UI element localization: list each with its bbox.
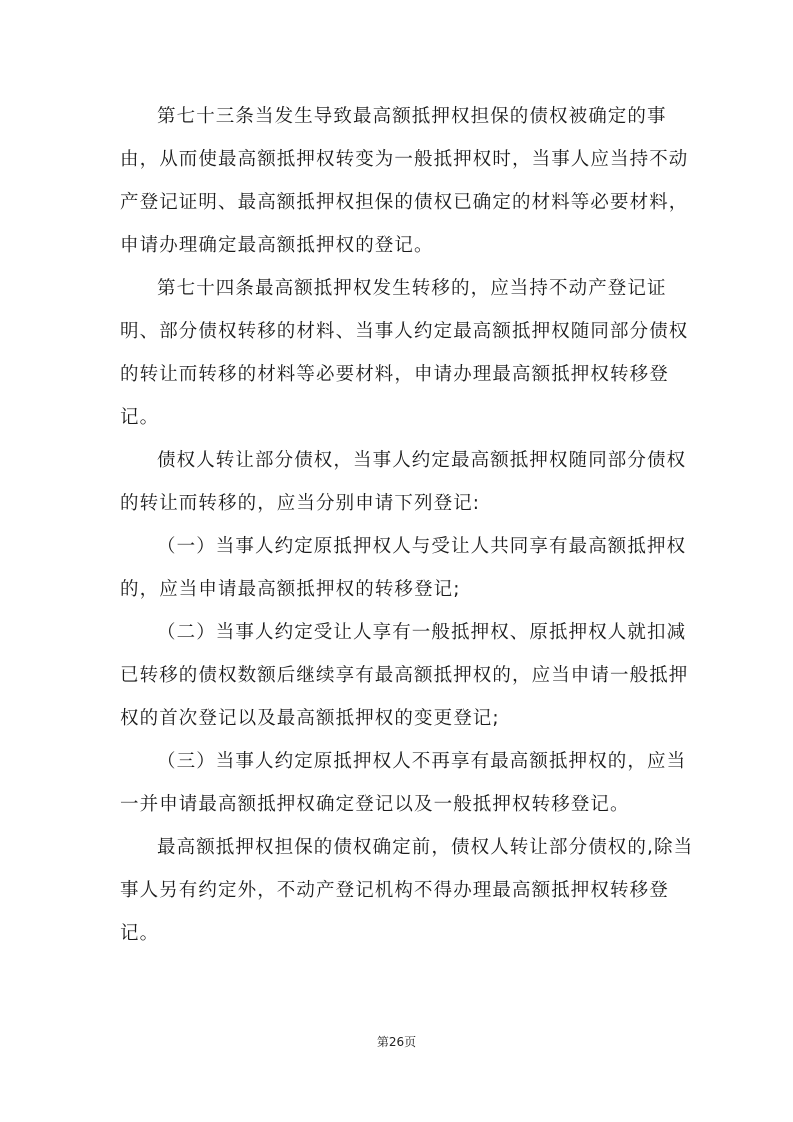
text-line: 第七十四条最高额抵押权发生转移的，应当持不动产登记证 bbox=[157, 278, 667, 299]
text-line: 权的首次登记以及最高额抵押权的变更登记; bbox=[120, 708, 500, 729]
page-number: 第26页 bbox=[376, 1035, 417, 1049]
text-line: 记。 bbox=[120, 407, 160, 428]
text-line: （一）当事人约定原抵押权人与受让人共同享有最高额抵押权 bbox=[157, 536, 687, 557]
text-line: 债权人转让部分债权，当事人约定最高额抵押权随同部分债权 bbox=[157, 450, 687, 471]
text-line: 记。 bbox=[120, 923, 160, 944]
text-line: 一并申请最高额抵押权确定登记以及一般抵押权转移登记。 bbox=[120, 794, 630, 815]
text-line: 申请办理确定最高额抵押权的登记。 bbox=[120, 235, 434, 256]
text-line: 的，应当申请最高额抵押权的转移登记; bbox=[120, 579, 461, 600]
text-line: 事人另有约定外，不动产登记机构不得办理最高额抵押权转移登 bbox=[120, 880, 669, 901]
text-line: 的转让而转移的，应当分别申请下列登记: bbox=[120, 493, 481, 514]
text-line: 明、部分债权转移的材料、当事人约定最高额抵押权随同部分债权 bbox=[120, 321, 689, 342]
text-line: （三）当事人约定原抵押权人不再享有最高额抵押权的，应当 bbox=[157, 751, 687, 772]
text-line: 最高额抵押权担保的债权确定前，债权人转让部分债权的,除当 bbox=[157, 837, 694, 858]
text-line: 第七十三条当发生导致最高额抵押权担保的债权被确定的事 bbox=[157, 106, 667, 127]
text-line: 产登记证明、最高额抵押权担保的债权已确定的材料等必要材料， bbox=[120, 192, 689, 213]
text-line: 由，从而使最高额抵押权转变为一般抵押权时，当事人应当持不动 bbox=[120, 149, 689, 170]
text-line: （二）当事人约定受让人享有一般抵押权、原抵押权人就扣减 bbox=[157, 622, 687, 643]
text-line: 已转移的债权数额后继续享有最高额抵押权的，应当申请一般抵押 bbox=[120, 665, 689, 686]
text-line: 的转让而转移的材料等必要材料，申请办理最高额抵押权转移登 bbox=[120, 364, 669, 385]
